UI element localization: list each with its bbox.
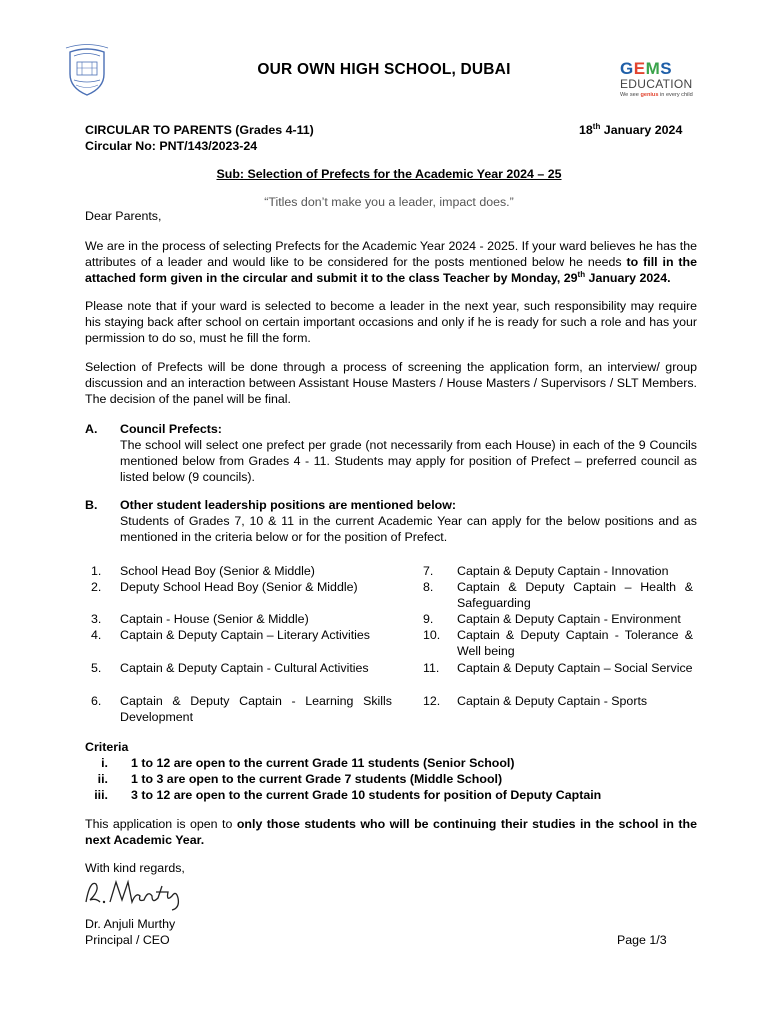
- criteria-heading: Criteria: [85, 740, 129, 754]
- section-a-body: The school will select one prefect per grade (not necessarily from each House) in each of the 9 Councils mentioned below from Grades 4 - 11. Students may apply for position of Prefect – preferred council as listed below (9 councils).: [120, 438, 697, 484]
- position-number: 3.: [91, 612, 102, 626]
- criteria-number: iii.: [94, 788, 108, 802]
- position-number: 2.: [91, 580, 102, 594]
- position-number: 11.: [423, 661, 440, 675]
- position-number: 6.: [91, 694, 102, 708]
- criteria-item: 1 to 3 are open to the current Grade 7 students (Middle School): [131, 772, 503, 786]
- school-name: OUR OWN HIGH SCHOOL, DUBAI: [257, 61, 511, 78]
- position-item: Deputy School Head Boy (Senior & Middle): [120, 580, 358, 594]
- criteria-number: ii.: [97, 772, 108, 786]
- position-number: 12.: [423, 694, 441, 708]
- quote: “Titles don’t make you a leader, impact does.”: [264, 195, 514, 209]
- section-b-heading: Other student leadership positions are mentioned below:: [120, 498, 456, 512]
- position-number: 5.: [91, 661, 102, 675]
- criteria-item: 3 to 12 are open to the current Grade 10 students for position of Deputy Captain: [131, 788, 602, 802]
- position-item: School Head Boy (Senior & Middle): [120, 564, 315, 578]
- gems-logo-word: GEMS: [620, 59, 673, 78]
- gems-logo-subtitle: EDUCATION: [620, 77, 693, 91]
- principal-signature: [82, 872, 192, 912]
- position-item: Captain & Deputy Captain – Literary Activities: [120, 628, 371, 642]
- section-b-body: Students of Grades 7, 10 & 11 in the current Academic Year can apply for the below positions and as mentioned in the criteria below or for the position of Prefect.: [120, 514, 697, 544]
- closing-regards: With kind regards,: [85, 861, 185, 875]
- position-item: Captain & Deputy Captain - Sports: [457, 694, 648, 708]
- position-item: Captain & Deputy Captain – Social Service: [457, 661, 693, 675]
- criteria-number: i.: [101, 756, 108, 770]
- circular-date: 18th January 2024: [579, 121, 683, 137]
- gems-education-logo: [620, 60, 700, 99]
- circular-number: Circular No: PNT/143/2023-24: [85, 139, 258, 153]
- position-number: 7.: [423, 564, 434, 578]
- paragraph-selection-process: Selection of Prefects will be done through a process of screening the application form, an interview/ group discussion and an interaction between Assistant House Masters / House Masters / Supervisors / SLT Members. The decision of the panel will be final.: [85, 360, 697, 406]
- circular-title: CIRCULAR TO PARENTS (Grades 4-11): [85, 123, 314, 137]
- principal-name: Dr. Anjuli Murthy: [85, 917, 176, 931]
- section-a-marker: A.: [85, 422, 98, 436]
- position-item: Captain & Deputy Captain - Innovation: [457, 564, 669, 578]
- paragraph-intro: We are in the process of selecting Prefects for the Academic Year 2024 - 2025. If your ward believes he has the attributes of a leader and would like to be considered for the posts mentioned below he needs to fill in the attached form given in the circular and submit it to the class Teacher by Monday, 29th January 2024.: [85, 239, 698, 285]
- subject-line: Sub: Selection of Prefects for the Academic Year 2024 – 25: [216, 167, 562, 181]
- position-number: 8.: [423, 580, 434, 594]
- salutation: Dear Parents,: [85, 209, 162, 223]
- section-b-marker: B.: [85, 498, 98, 512]
- position-item: Captain & Deputy Captain - Learning Skills Development: [120, 694, 392, 724]
- position-item: Captain & Deputy Captain - Cultural Activities: [120, 661, 369, 675]
- position-number: 9.: [423, 612, 434, 626]
- position-item: Captain & Deputy Captain – Health & Safeguarding: [457, 580, 693, 610]
- criteria-item: 1 to 12 are open to the current Grade 11 students (Senior School): [131, 756, 515, 770]
- gems-logo-tagline: We see genius in every child: [620, 92, 693, 98]
- position-number: 1.: [91, 564, 102, 578]
- section-a-heading: Council Prefects:: [120, 422, 222, 436]
- paragraph-responsibility: Please note that if your ward is selected to become a leader in the next year, such responsibility may require his staying back after school on certain important occasions and only if he is ready for such a role and has your permission to do so, must he fill the form.: [85, 299, 697, 345]
- position-item: Captain & Deputy Captain - Environment: [457, 612, 681, 626]
- position-number: 10.: [423, 628, 441, 642]
- paragraph-eligibility: This application is open to only those students who will be continuing their studies in the school in the next Academic Year.: [85, 817, 697, 847]
- page-number: Page 1/3: [617, 933, 667, 947]
- position-item: Captain & Deputy Captain - Tolerance & Well being: [457, 628, 693, 658]
- position-number: 4.: [91, 628, 102, 642]
- principal-title: Principal / CEO: [85, 933, 170, 947]
- position-item: Captain - House (Senior & Middle): [120, 612, 309, 626]
